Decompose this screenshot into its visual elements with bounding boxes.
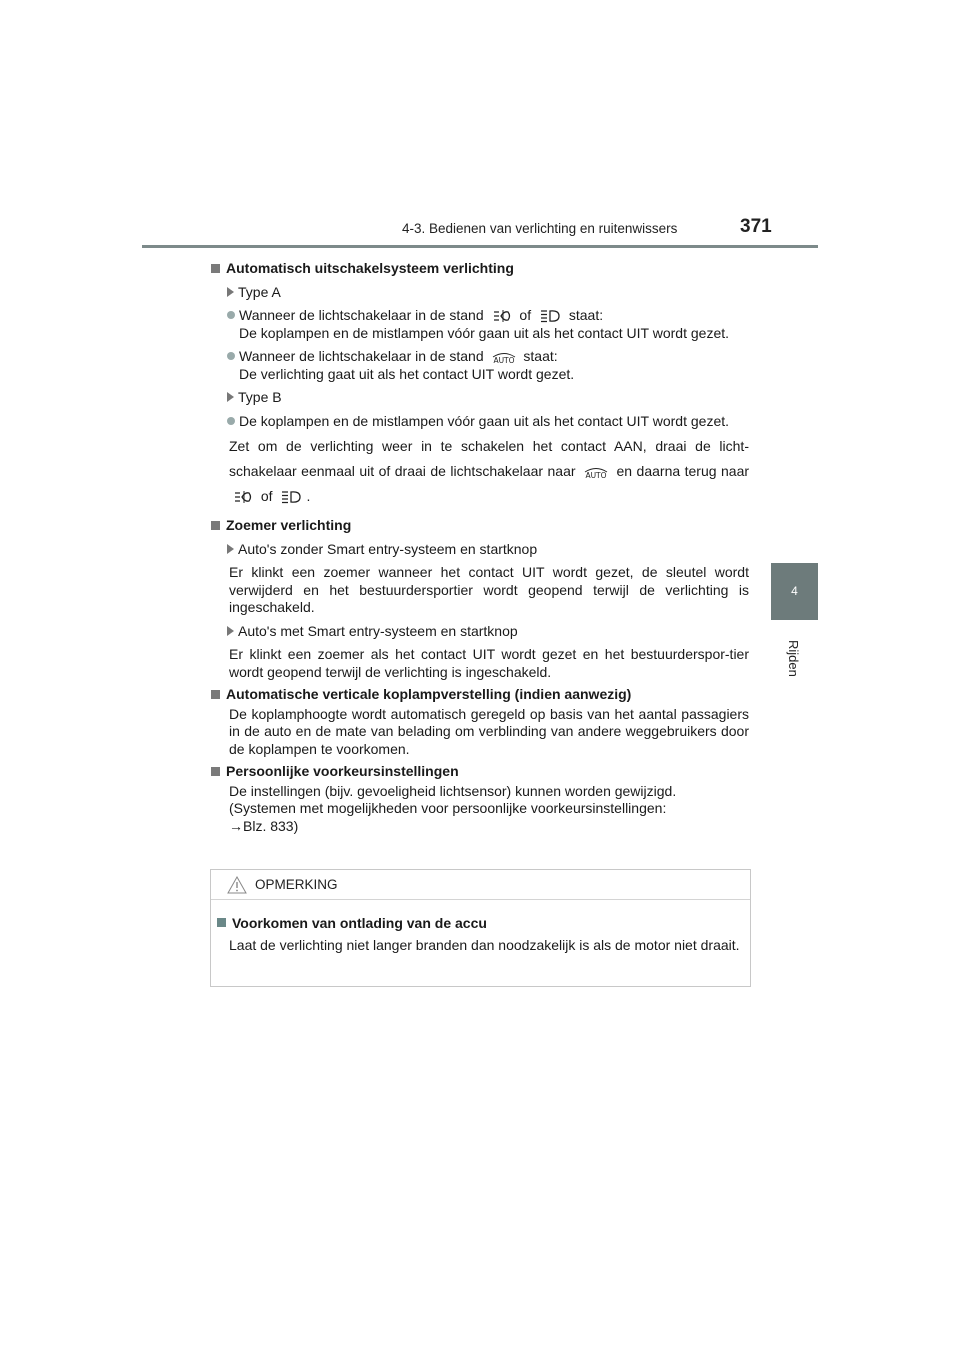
warning-triangle-icon xyxy=(227,876,247,894)
square-bullet-icon xyxy=(211,521,220,530)
square-bullet-icon xyxy=(211,264,220,273)
section-heading: Automatisch uitschakelsysteem verlichting xyxy=(211,260,749,278)
section-heading: Automatische verticale koplampverstelling (indien aanwezig) xyxy=(211,686,749,704)
section-heading: Zoemer verlichting xyxy=(211,517,749,535)
fog-light-icon xyxy=(233,490,253,504)
note-box xyxy=(210,869,751,987)
svg-text:AUTO: AUTO xyxy=(585,471,607,479)
chapter-tab: 4 xyxy=(771,563,818,620)
main-content xyxy=(211,255,749,835)
auto-light-icon xyxy=(584,466,608,479)
auto-light-icon xyxy=(492,351,516,364)
section-heading: Persoonlijke voorkeursinstellingen xyxy=(211,763,749,781)
page-number: 371 xyxy=(740,216,772,237)
chapter-label: Rijden xyxy=(786,640,801,677)
list-item: Wanneer de lichtschakelaar in de stand AUTO staat: De verlichting gaat uit als het contact UIT wordt gezet. xyxy=(227,348,749,383)
bullet-dot-icon xyxy=(227,311,235,319)
page-reference-link[interactable]: →Blz. 833) xyxy=(229,817,299,834)
sub-label: Auto's zonder Smart entry-systeem en startknop xyxy=(227,541,749,559)
square-bullet-icon xyxy=(211,690,220,699)
note-title: OPMERKING xyxy=(255,877,338,892)
body-paragraph: Er klinkt een zoemer wanneer het contact UIT wordt gezet, de sleutel wordt verwijderd en het bestuurdersportier wordt geopend terwijl de verlichting is ingeschakeld. xyxy=(229,564,749,615)
arrow-right-icon xyxy=(227,544,234,554)
square-bullet-icon xyxy=(217,918,226,927)
list-item: Wanneer de lichtschakelaar in de stand of staat: De koplampen en de mistlampen vóór gaan uit als het contact UIT wordt gezet. xyxy=(227,307,749,342)
body-paragraph: De koplamphoogte wordt automatisch geregeld op basis van het aantal passagiers in de auto en de mate van belading om verblinding van andere weggebruikers door de koplampen te voorkomen. xyxy=(229,705,749,757)
svg-text:AUTO: AUTO xyxy=(492,356,515,364)
note-heading: Voorkomen van ontlading van de accu xyxy=(217,914,744,932)
headlight-icon xyxy=(280,490,302,504)
headlight-icon xyxy=(539,309,561,323)
arrow-right-icon xyxy=(227,287,234,297)
header-divider xyxy=(142,245,818,248)
bullet-dot-icon xyxy=(227,417,235,425)
sub-label: Auto's met Smart entry-systeem en startknop xyxy=(227,623,749,641)
fog-light-icon xyxy=(492,309,512,323)
bullet-dot-icon xyxy=(227,352,235,360)
square-bullet-icon xyxy=(211,767,220,776)
body-paragraph: Zet om de verlichting weer in te schakelen het contact AAN, draai de licht-schakelaar eenmaal uit of draai de lichtschakelaar naar AUTO en daarna terug naar of . xyxy=(229,438,750,504)
note-header xyxy=(211,870,750,900)
arrow-right-icon xyxy=(227,626,234,636)
header-section-title: 4-3. Bedienen van verlichting en ruitenwissers xyxy=(402,221,678,236)
arrow-right-icon xyxy=(227,392,234,402)
type-label: Type B xyxy=(227,389,749,407)
body-paragraph: De instellingen (bijv. gevoeligheid lichtsensor) kunnen worden gewijzigd. (Systemen met mogelijkheden voor persoonlijke voorkeursinstellingen: →Blz. 833) xyxy=(229,782,677,834)
list-item: De koplampen en de mistlampen vóór gaan uit als het contact UIT wordt gezet. xyxy=(227,413,749,431)
note-body xyxy=(211,900,750,954)
note-text: Laat de verlichting niet langer branden dan noodzakelijk is als de motor niet draait. xyxy=(229,937,740,953)
body-paragraph: Er klinkt een zoemer als het contact UIT wordt gezet en het bestuurderspor-tier wordt geopend terwijl de verlichting is ingeschakeld. xyxy=(229,646,749,680)
type-label: Type A xyxy=(227,284,749,302)
